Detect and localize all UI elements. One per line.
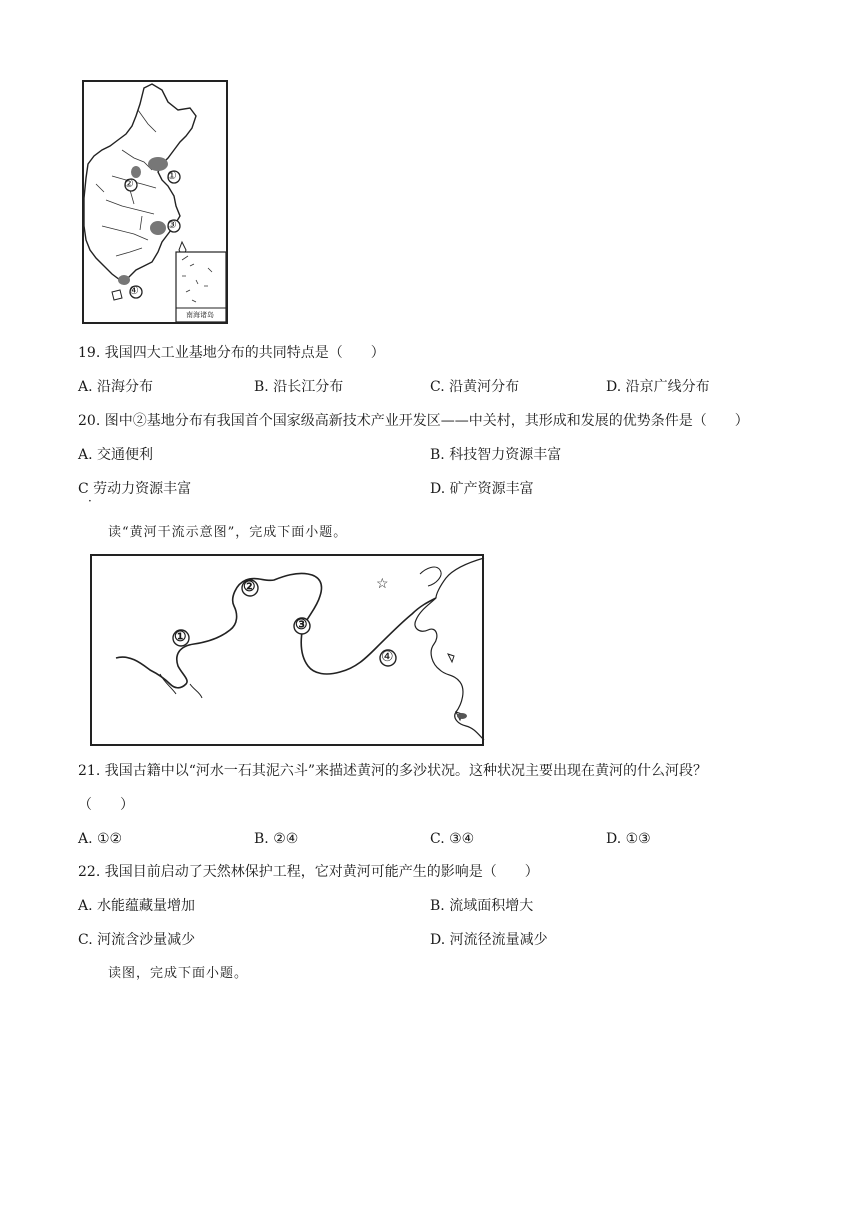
- stray-dot: ·: [88, 494, 92, 508]
- q20-option-d[interactable]: D. 矿产资源丰富: [430, 481, 534, 497]
- map2-marker-1: ①: [174, 629, 187, 645]
- q20-option-a[interactable]: A. 交通便利: [78, 447, 154, 463]
- q21-option-b[interactable]: B. ②④: [254, 831, 299, 847]
- q20-option-c[interactable]: C 劳动力资源丰富: [78, 481, 192, 497]
- q19-stem: 19. 我国四大工业基地分布的共同特点是（ ）: [78, 345, 385, 361]
- q21-option-d[interactable]: D. ①③: [606, 831, 651, 847]
- industrial-base-map-drawing: [82, 80, 228, 324]
- q19-option-b[interactable]: B. 沿长江分布: [254, 379, 344, 395]
- q19-option-d[interactable]: D. 沿京广线分布: [606, 379, 710, 395]
- q20-stem: 20. 图中②基地分布有我国首个国家级高新技术产业开发区——中关村，其形成和发展的优势条件是（ ）: [78, 413, 749, 429]
- q22-option-c[interactable]: C. 河流含沙量减少: [78, 932, 196, 948]
- map1-marker-4: ④: [129, 284, 139, 297]
- q22-option-a[interactable]: A. 水能蕴藏量增加: [78, 898, 196, 914]
- map2-marker-3: ③: [295, 617, 308, 633]
- q21-stem: 21. 我国古籍中以“河水一石其泥六斗”来描述黄河的多沙状况。这种状况主要出现在黄河的什么河段？: [78, 763, 708, 779]
- lead-in-yellow-river: 读“黄河干流示意图”，完成下面小题。: [108, 525, 348, 540]
- map2-marker-4: ④: [381, 649, 394, 665]
- q19-option-c[interactable]: C. 沿黄河分布: [430, 379, 520, 395]
- lead-in-read-figure: 读图，完成下面小题。: [108, 966, 249, 981]
- industrial-base-map: [82, 80, 228, 324]
- map1-marker-3: ③: [167, 218, 177, 231]
- q21-option-a[interactable]: A. ①②: [78, 831, 123, 847]
- yellow-river-map-drawing: [90, 554, 484, 746]
- q21-option-c[interactable]: C. ③④: [430, 831, 475, 847]
- map2-marker-2: ②: [243, 579, 256, 595]
- q22-option-b[interactable]: B. 流域面积增大: [430, 898, 534, 914]
- yellow-river-map: [90, 554, 484, 746]
- q20-option-b[interactable]: B. 科技智力资源丰富: [430, 447, 562, 463]
- q21-stem-cont: （ ）: [78, 797, 134, 813]
- q22-stem: 22. 我国目前启动了天然林保护工程，它对黄河可能产生的影响是（ ）: [78, 864, 539, 880]
- inset-caption: 南海诸岛: [186, 311, 214, 319]
- map1-marker-1: ①: [167, 169, 177, 182]
- q22-option-d[interactable]: D. 河流径流量减少: [430, 932, 548, 948]
- map1-marker-2: ②: [124, 177, 134, 190]
- star-icon: ☆: [376, 576, 389, 592]
- q19-option-a[interactable]: A. 沿海分布: [78, 379, 154, 395]
